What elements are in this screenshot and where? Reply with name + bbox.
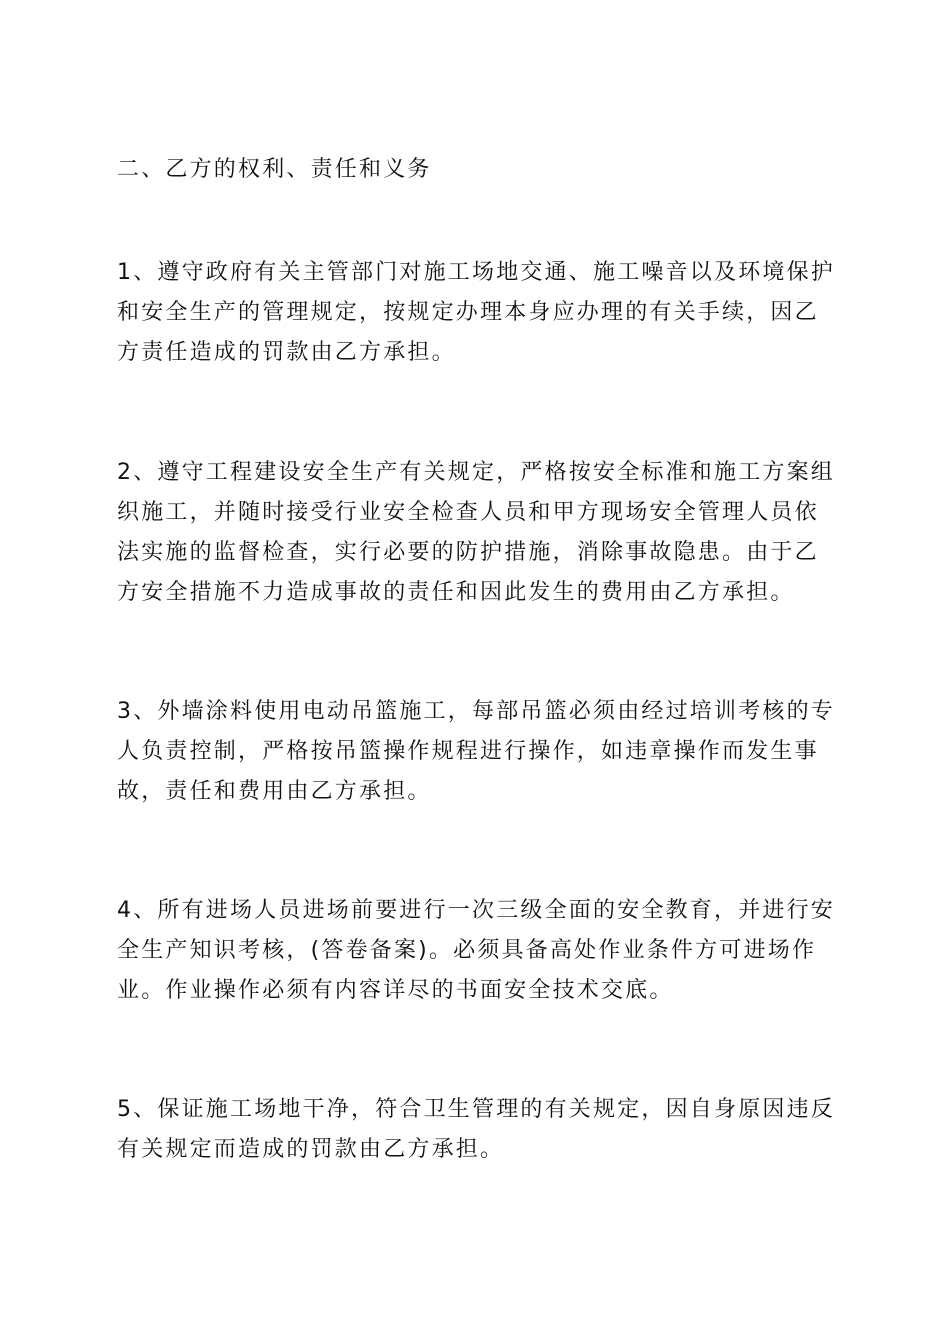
paragraph-2: 2、遵守工程建设安全生产有关规定，严格按安全标准和施工方案组织施工，并随时接受行业安全检查人员和甲方现场安全管理人员依法实施的监督检查，实行必要的防护措施，消除事故隐患。由于乙方安全措施不力造成事故的责任和因此发生的费用由乙方承担。 bbox=[117, 460, 835, 605]
paragraph-5: 5、保证施工场地干净，符合卫生管理的有关规定，因自身原因违反有关规定而造成的罚款由乙方承担。 bbox=[117, 1097, 835, 1162]
paragraph-3: 3、外墙涂料使用电动吊篮施工，每部吊篮必须由经过培训考核的专人负责控制，严格按吊篮操作规程进行操作，如违章操作而发生事故，责任和费用由乙方承担。 bbox=[117, 699, 835, 804]
paragraph-1: 1、遵守政府有关主管部门对施工场地交通、施工噪音以及环境保护和安全生产的管理规定，按规定办理本身应办理的有关手续，因乙方责任造成的罚款由乙方承担。 bbox=[117, 260, 835, 365]
paragraph-4: 4、所有进场人员进场前要进行一次三级全面的安全教育，并进行安全生产知识考核，(答卷备案)。必须具备高处作业条件方可进场作业。作业操作必须有内容详尽的书面安全技术交底。 bbox=[117, 898, 835, 1003]
section-heading: 二、乙方的权利、责任和义务 bbox=[117, 157, 432, 182]
